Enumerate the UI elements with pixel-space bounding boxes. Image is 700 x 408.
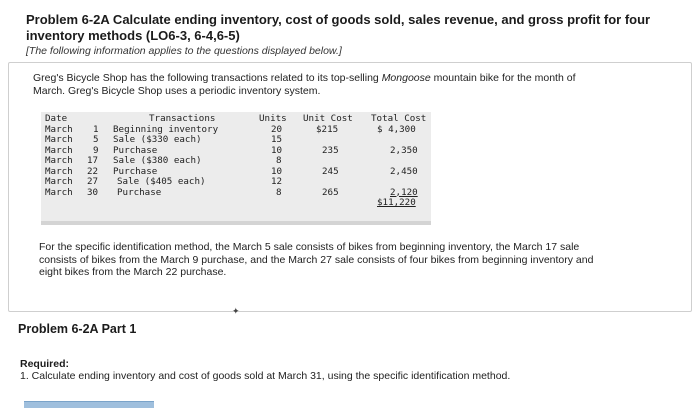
header-units: Units <box>259 113 287 124</box>
intro-line-1 <box>33 72 653 85</box>
row-transaction: Purchase <box>113 165 158 177</box>
row-month: March <box>45 155 73 166</box>
header-date: Date <box>45 113 68 124</box>
row-units: 20 <box>271 123 283 135</box>
row-unit-cost: $215 <box>316 123 339 135</box>
intro-line-1-post: mountain bike for the month of <box>430 72 576 84</box>
row-day: 30 <box>87 186 99 198</box>
part-title: Problem 6-2A Part 1 <box>18 322 137 336</box>
problem-panel <box>8 62 692 312</box>
row-month: March <box>45 134 73 145</box>
row-total-cost: 2,120 <box>390 186 418 198</box>
required-text: 1. Calculate ending inventory and cost of goods sold at March 31, using the specific identification method. <box>20 370 511 382</box>
row-total-cost: $ 4,300 <box>377 123 416 135</box>
row-day: 27 <box>87 176 99 187</box>
row-units: 8 <box>276 155 282 166</box>
row-month: March <box>45 176 73 187</box>
row-units: 8 <box>276 186 282 198</box>
row-units: 10 <box>271 144 283 156</box>
intro-line-2: March. Greg's Bicycle Shop uses a periodic inventory system. <box>33 85 321 97</box>
spec-line-2: consists of bikes from the March 9 purchase, and the March 27 sale consists of four bikes from beginning inventory and <box>39 253 594 266</box>
specific-identification-note <box>39 241 649 279</box>
row-unit-cost: 245 <box>322 165 339 177</box>
required-label: Required: <box>20 358 70 370</box>
row-unit-cost: 235 <box>322 144 339 156</box>
row-units: 10 <box>271 165 283 177</box>
row-day: 22 <box>87 165 99 177</box>
intro-line-1-pre: Greg's Bicycle Shop has the following transactions related to its top-selling <box>33 72 382 84</box>
intro-product-name: Mongoose <box>381 72 431 84</box>
row-transaction: Purchase <box>113 144 158 156</box>
row-month: March <box>45 186 73 198</box>
answer-tab-bar[interactable] <box>24 401 154 408</box>
problem-title-line-1: Problem 6-2A Calculate ending inventory, cost of goods sold, sales revenue, and gross profit for four <box>26 12 651 27</box>
problem-title <box>26 12 666 44</box>
grand-total: $11,220 <box>377 197 416 208</box>
problem-title-line-2: inventory methods (LO6-3, 6-4,6-5) <box>26 28 240 43</box>
row-month: March <box>45 165 73 177</box>
spec-line-1: For the specific identification method, the March 5 sale consists of bikes from beginning inventory, the March 17 sale <box>39 241 580 253</box>
mouse-cursor-icon: ✦ <box>232 306 240 316</box>
row-transaction: Purchase <box>117 186 162 198</box>
header-unit-cost: Unit Cost <box>303 113 353 124</box>
row-units: 15 <box>271 134 283 145</box>
instructions-note: [The following information applies to the questions displayed below.] <box>26 45 342 57</box>
header-transactions: Transactions <box>149 113 216 124</box>
row-month: March <box>45 144 73 156</box>
row-day: 1 <box>93 123 99 135</box>
row-day: 5 <box>93 134 99 145</box>
intro-text <box>33 72 653 98</box>
table-bottom-rule <box>41 221 431 225</box>
header-total-cost: Total Cost <box>371 113 427 124</box>
row-unit-cost: 265 <box>322 186 339 198</box>
row-transaction: Beginning inventory <box>113 123 219 135</box>
row-transaction: Sale ($405 each) <box>117 176 206 187</box>
row-day: 9 <box>93 144 99 156</box>
transactions-table <box>41 112 431 225</box>
row-day: 17 <box>87 155 99 166</box>
spec-line-3: eight bikes from the March 22 purchase. <box>39 266 227 278</box>
row-transaction: Sale ($330 each) <box>113 134 202 145</box>
row-units: 12 <box>271 176 283 187</box>
row-total-cost: 2,350 <box>390 144 418 156</box>
row-month: March <box>45 123 73 135</box>
row-total-cost: 2,450 <box>390 165 418 177</box>
row-transaction: Sale ($380 each) <box>113 155 202 166</box>
